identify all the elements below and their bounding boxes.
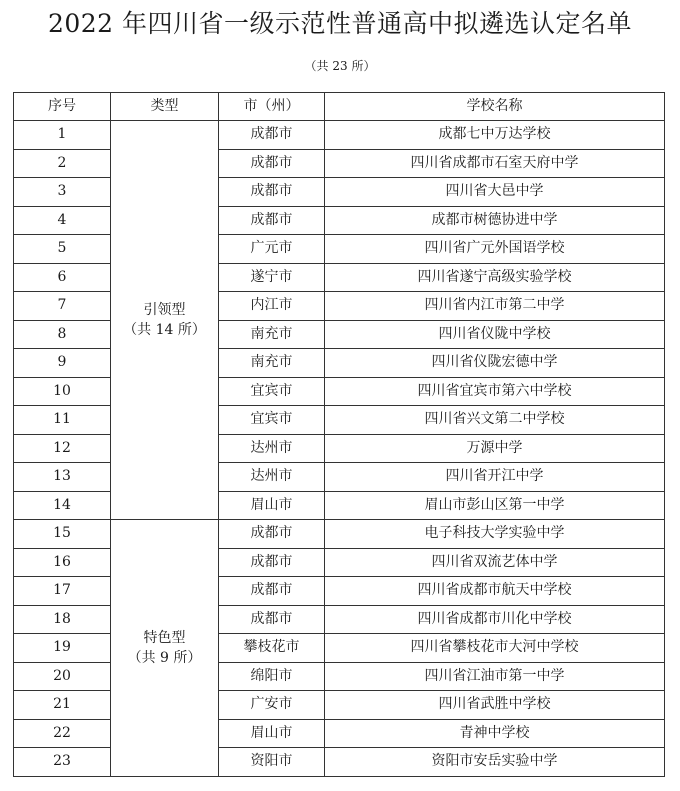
row-seq: 22	[14, 719, 111, 748]
row-city: 成都市	[219, 149, 325, 178]
row-school: 成都七中万达学校	[325, 121, 665, 150]
row-city: 南充市	[219, 349, 325, 378]
row-city: 南充市	[219, 320, 325, 349]
category-cell-featured	[111, 520, 219, 777]
row-city: 内江市	[219, 292, 325, 321]
row-seq: 6	[14, 263, 111, 292]
row-city: 成都市	[219, 520, 325, 549]
row-school: 四川省内江市第二中学	[325, 292, 665, 321]
category-cell-leading	[111, 121, 219, 520]
row-city: 达州市	[219, 463, 325, 492]
row-city: 攀枝花市	[219, 634, 325, 663]
row-seq: 10	[14, 377, 111, 406]
row-seq: 14	[14, 491, 111, 520]
header-seq: 序号	[14, 93, 111, 121]
row-school: 电子科技大学实验中学	[325, 520, 665, 549]
row-city: 成都市	[219, 577, 325, 606]
row-seq: 12	[14, 434, 111, 463]
row-city: 眉山市	[219, 719, 325, 748]
row-school: 四川省广元外国语学校	[325, 235, 665, 264]
header-city: 市（州）	[219, 93, 325, 121]
row-seq: 5	[14, 235, 111, 264]
row-school: 资阳市安岳实验中学	[325, 748, 665, 777]
row-city: 广元市	[219, 235, 325, 264]
row-school: 四川省成都市川化中学校	[325, 605, 665, 634]
document-subtitle: （共 23 所）	[304, 59, 376, 73]
row-seq: 20	[14, 662, 111, 691]
row-seq: 8	[14, 320, 111, 349]
header-school: 学校名称	[325, 93, 665, 121]
row-seq: 19	[14, 634, 111, 663]
row-city: 成都市	[219, 178, 325, 207]
row-school: 眉山市彭山区第一中学	[325, 491, 665, 520]
row-city: 绵阳市	[219, 662, 325, 691]
row-city: 宜宾市	[219, 377, 325, 406]
row-seq: 11	[14, 406, 111, 435]
row-school: 四川省仪陇中学校	[325, 320, 665, 349]
row-seq: 18	[14, 605, 111, 634]
row-school: 四川省双流艺体中学	[325, 548, 665, 577]
row-school: 四川省开江中学	[325, 463, 665, 492]
row-school: 万源中学	[325, 434, 665, 463]
row-school: 四川省遂宁高级实验学校	[325, 263, 665, 292]
row-city: 成都市	[219, 121, 325, 150]
row-seq: 7	[14, 292, 111, 321]
category-name: 特色型	[143, 629, 186, 646]
row-school: 四川省成都市石室天府中学	[325, 149, 665, 178]
row-seq: 17	[14, 577, 111, 606]
school-list-table	[13, 92, 665, 777]
document-title: 2022 年四川省一级示范性普通高中拟遴选认定名单	[47, 9, 633, 38]
table-row	[14, 121, 665, 150]
row-seq: 15	[14, 520, 111, 549]
row-city: 达州市	[219, 434, 325, 463]
row-seq: 13	[14, 463, 111, 492]
header-type: 类型	[111, 93, 219, 121]
table-header-row	[14, 93, 665, 121]
row-school: 四川省攀枝花市大河中学校	[325, 634, 665, 663]
row-school: 四川省仪陇宏德中学	[325, 349, 665, 378]
row-school: 青神中学校	[325, 719, 665, 748]
category-count: （共 14 所）	[123, 322, 206, 338]
row-seq: 1	[14, 121, 111, 150]
row-school: 四川省武胜中学校	[325, 691, 665, 720]
table-row	[14, 520, 665, 549]
row-seq: 23	[14, 748, 111, 777]
row-seq: 21	[14, 691, 111, 720]
row-seq: 3	[14, 178, 111, 207]
row-city: 成都市	[219, 206, 325, 235]
table-body	[14, 121, 665, 777]
row-city: 广安市	[219, 691, 325, 720]
row-seq: 9	[14, 349, 111, 378]
row-city: 成都市	[219, 548, 325, 577]
row-seq: 2	[14, 149, 111, 178]
row-city: 眉山市	[219, 491, 325, 520]
row-school: 四川省成都市航天中学校	[325, 577, 665, 606]
row-city: 成都市	[219, 605, 325, 634]
category-name: 引领型	[143, 302, 186, 318]
row-seq: 4	[14, 206, 111, 235]
row-city: 遂宁市	[219, 263, 325, 292]
row-school: 四川省宜宾市第六中学校	[325, 377, 665, 406]
row-school: 四川省大邑中学	[325, 178, 665, 207]
row-seq: 16	[14, 548, 111, 577]
row-school: 成都市树德协进中学	[325, 206, 665, 235]
row-city: 资阳市	[219, 748, 325, 777]
row-school: 四川省兴文第二中学校	[325, 406, 665, 435]
category-count: （共 9 所）	[127, 649, 202, 666]
row-city: 宜宾市	[219, 406, 325, 435]
row-school: 四川省江油市第一中学	[325, 662, 665, 691]
